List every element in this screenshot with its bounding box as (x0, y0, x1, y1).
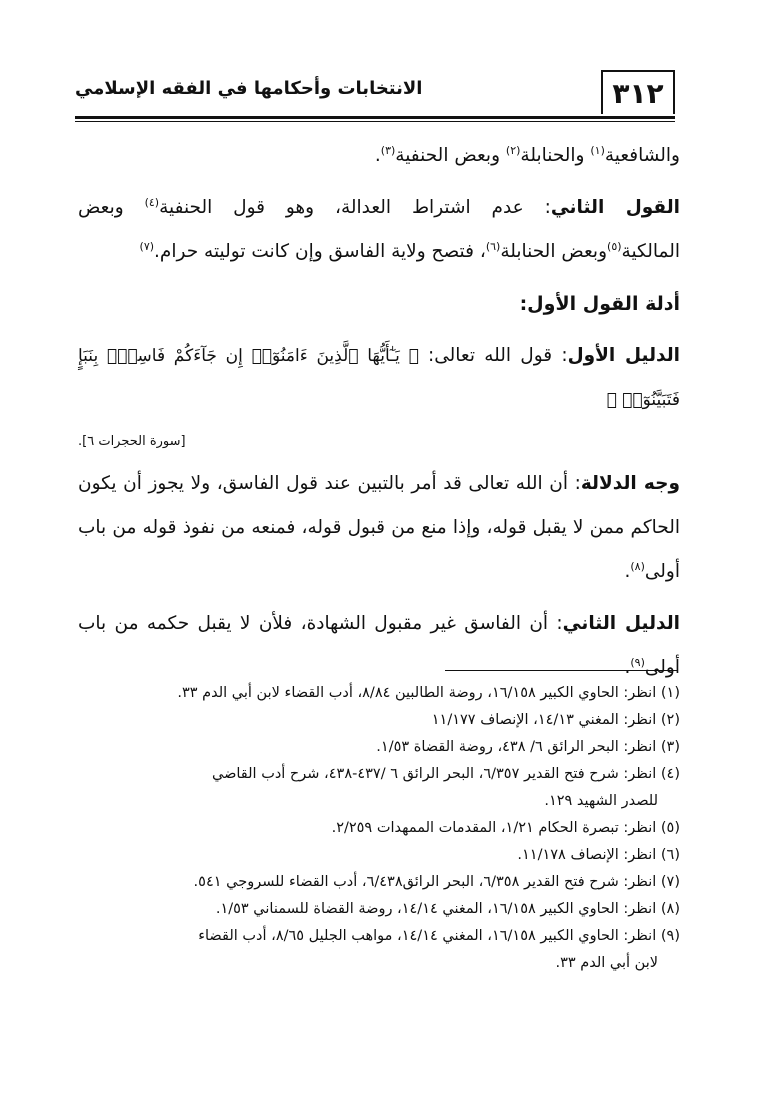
footnote-ref-6[interactable]: (٦) (485, 239, 501, 253)
paragraph-2: القول الثاني: عدم اشتراط العدالة، وهو قول الحنفية$^{(٤)}$ وبعض المالكية$^{(٥)}$وبعض الحنابلة$^{(٦)}$، فتصح ولاية الفاسق وإن كانت توليته حرام.$^{(٧)}$ (78, 195, 680, 262)
main-text (78, 134, 680, 698)
footnote-9-continued: لابن أبي الدم ٣٣. (555, 955, 658, 971)
footnote-2: (٢) انظر: المغني ١٤/١٣، الإنصاف ١١/١٧٧ (431, 712, 680, 728)
footnote-ref-7[interactable]: (٧) (139, 239, 155, 253)
footnote-9: (٩) انظر: الحاوي الكبير ١٦/١٥٨، المغني ١٤/١٤، مواهب الجليل ٨/٦٥، أدب القضاء (198, 928, 680, 944)
footnote-ref-9[interactable]: (٩) (630, 655, 645, 669)
footnote-ref-4[interactable]: (٤) (144, 195, 160, 209)
footnote-ref-3[interactable]: (٣) (380, 143, 396, 157)
footnote-5: (٥) انظر: تبصرة الحكام ١/٢١، المقدمات الممهدات ٢/٢٥٩. (331, 820, 680, 836)
second-opinion-label: القول الثاني (550, 197, 680, 218)
footnotes (78, 680, 680, 977)
footnote-ref-5[interactable]: (٥) (607, 239, 622, 253)
paragraph-4: وجه الدلالة: أن الله تعالى قد أمر بالتبين عند قول الفاسق، ولا يجوز أن يكون الحاكم ممن لا يقبل قوله، وإذا منع من قبول قوله، فمنعه من نفوذ قوله من باب أولى$^{(٨)}$. (78, 473, 680, 582)
footnote-separator (445, 670, 677, 671)
footnote-4: (٤) انظر: شرح فتح القدير ٦/٣٥٧، البحر الرائق ٦ /٤٣٧-٤٣٨، شرح أدب القاضي (211, 766, 680, 782)
quran-verse: ﴿ يَـٰٓأَيُّهَا ٱلَّذِينَ ءَامَنُوٓا۟ إِن جَآءَكُمْ فَاسِقٌۢ بِنَبَإٍ فَتَبَيَّنُوٓا۟ ﴾ (78, 346, 680, 410)
header-rule-thin (75, 121, 675, 122)
footnote-ref-2[interactable]: (٢) (505, 143, 521, 157)
page-header (75, 68, 675, 116)
evidence-aspect-label: وجه الدلالة (580, 473, 680, 494)
footnote-6: (٦) انظر: الإنصاف ١١/١٧٨. (517, 847, 680, 863)
footnote-1: (١) انظر: الحاوي الكبير ١٦/١٥٨، روضة الطالبين ٨/٨٤، أدب القضاء لابن أبي الدم ٣٣. (177, 685, 680, 701)
footnote-8: (٨) انظر: الحاوي الكبير ١٦/١٥٨، المغني ١٤/١٤، روضة القضاة للسمناني ١/٥٣. (215, 901, 680, 917)
first-evidence-label: الدليل الأول (567, 345, 680, 366)
paragraph-3: الدليل الأول: قول الله تعالى: ﴿ يَـٰٓأَيُّهَا ٱلَّذِينَ ءَامَنُوٓا۟ إِن جَآءَكُمْ فَاسِقٌۢ بِنَبَإٍ فَتَبَيَّنُوٓا۟ ﴾ (78, 345, 680, 410)
running-title: الانتخابات وأحكامها في الفقه الإسلامي (75, 78, 423, 99)
page-number: ٣١٢ (601, 70, 675, 114)
footnote-ref-8[interactable]: (٨) (630, 559, 645, 573)
paragraph-5: الدليل الثاني: أن الفاسق غير مقبول الشهادة، فلأن لا يقبل حكمه من باب أولى$^{(٩)}$. (78, 613, 680, 678)
footnote-3: (٣) انظر: البحر الرائق ٦/ ٤٣٨، روضة القضاة ١/٥٣. (376, 739, 680, 755)
second-evidence-label: الدليل الثاني (562, 613, 680, 634)
footnote-4-continued: للصدر الشهيد ١٢٩. (544, 793, 658, 809)
footnote-ref-1[interactable]: (١) (590, 143, 605, 157)
header-rule-thick (75, 116, 675, 119)
footnote-7: (٧) انظر: شرح فتح القدير ٦/٣٥٨، البحر الرائق٦/٤٣٨، أدب القضاء للسروجي ٥٤١. (193, 874, 680, 890)
paragraph-1: والشافعية$^{(١)}$ والحنابلة$^{(٢)}$ وبعض الحنفية$^{(٣)}$. (374, 143, 680, 166)
section-heading: أدلة القول الأول: (519, 293, 680, 315)
surah-reference: [سورة الحجرات ٦]. (78, 434, 186, 449)
